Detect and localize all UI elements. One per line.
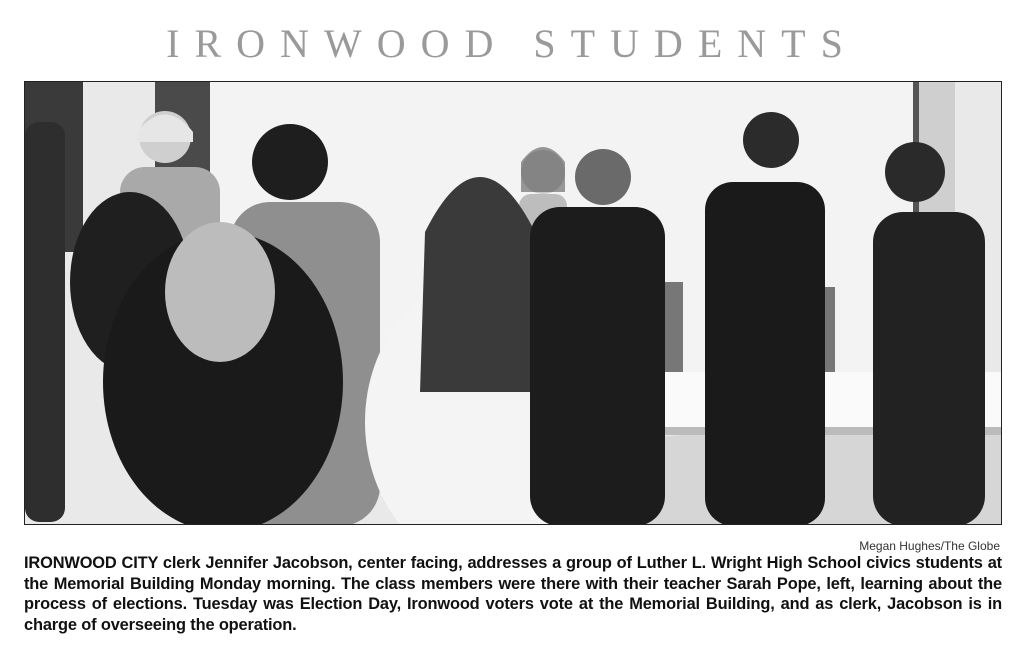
student-body <box>530 207 665 525</box>
photo-caption <box>24 553 1002 635</box>
page-headline: IRONWOOD STUDENTS <box>166 21 858 66</box>
student-head <box>885 142 945 202</box>
student-head <box>252 124 328 200</box>
student-head <box>575 149 631 205</box>
student <box>25 122 65 522</box>
caption-text: clerk Jennifer Jacobson, center facing, addresses a group of Luther L. Wright High School civics students at the Memorial Building Monday morning. The class members were there with their teacher Sarah Pope, left, learning about the process of elections. Tuesday was Election Day, Ironwood voters vote at the Memorial Building, and as clerk, Jacobson is in charge of overseeing the operation. <box>24 554 1002 634</box>
student-hair <box>165 222 275 362</box>
caption-lead: IRONWOOD CITY <box>24 554 158 572</box>
student-body <box>873 212 985 525</box>
news-photo <box>24 81 1002 525</box>
student-body <box>705 182 825 525</box>
photo-illustration <box>25 82 1002 525</box>
student-head <box>743 112 799 168</box>
photo-credit: Megan Hughes/The Globe <box>859 539 1000 553</box>
